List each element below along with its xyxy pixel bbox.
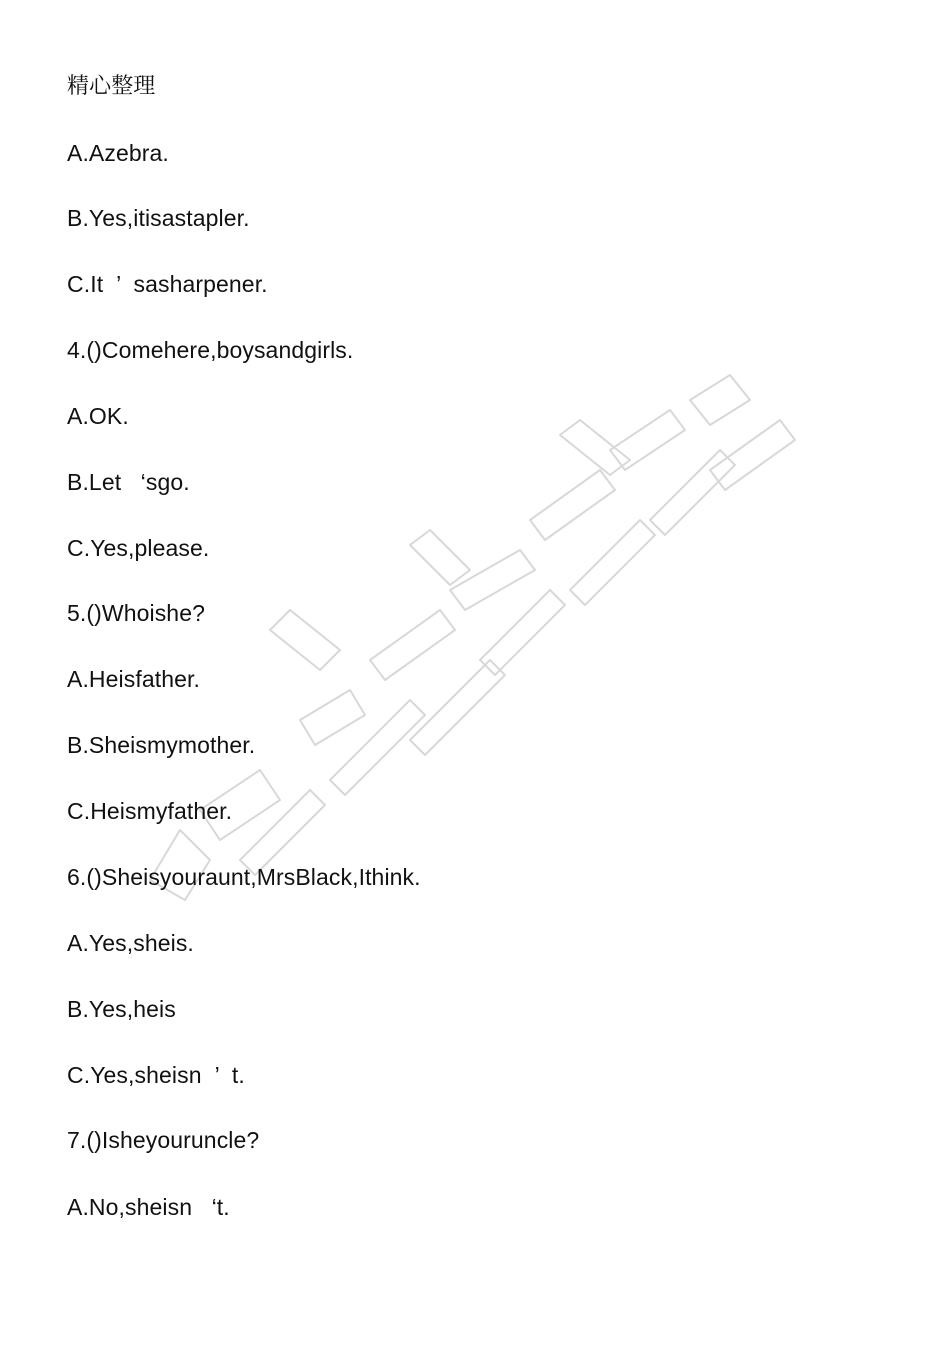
option-b-text: B.Yes,itisastapler. [67, 205, 250, 231]
option-b-text: B.Sheismymother. [67, 732, 256, 758]
option-a-text: A.Yes,sheis. [67, 930, 194, 956]
option-a-text: A.OK. [67, 403, 129, 429]
question-4: 4.()Comehere,boysandgirls. [67, 337, 354, 363]
option-b-text: B.Let ‘sgo. [67, 469, 190, 495]
question-5: 5.()Whoishe? [67, 600, 205, 626]
option-c-text: C.Yes,please. [67, 535, 210, 561]
question-7: 7.()Isheyouruncle? [67, 1127, 260, 1153]
option-b-text: B.Yes,heis [67, 996, 176, 1022]
option-c-text: C.It ’ sasharpener. [67, 271, 268, 297]
option-a-text: A.No,sheisn ‘t. [67, 1194, 230, 1220]
option-a-text: A.Azebra. [67, 140, 169, 166]
option-c-text: C.Heismyfather. [67, 798, 233, 824]
page-header: 精心整理 [67, 74, 156, 99]
watermark [110, 360, 830, 920]
option-c-text: C.Yes,sheisn ’ t. [67, 1062, 245, 1088]
question-6: 6.()Sheisyouraunt,MrsBlack,Ithink. [67, 864, 421, 890]
option-a-text: A.Heisfather. [67, 666, 200, 692]
